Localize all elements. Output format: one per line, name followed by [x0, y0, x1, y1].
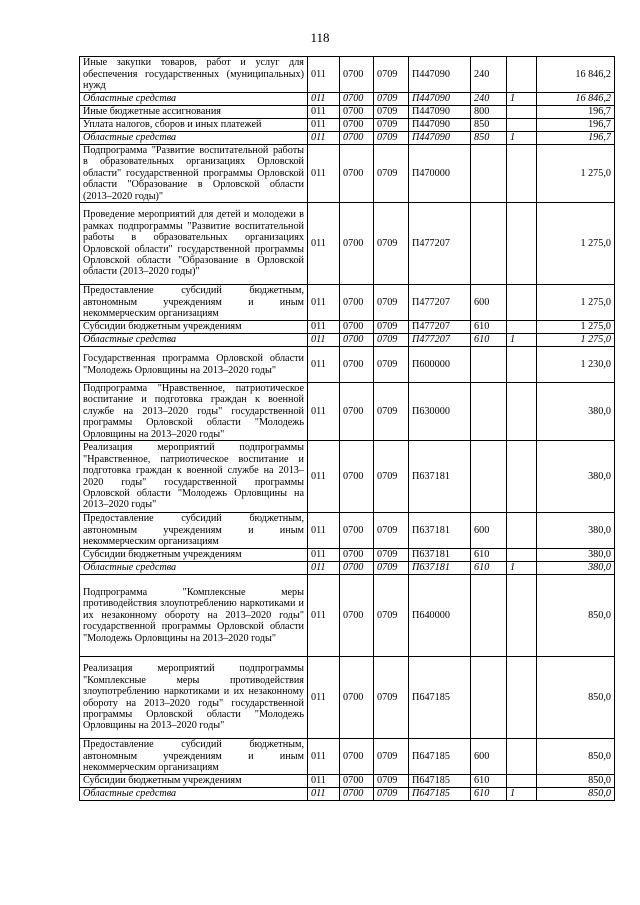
row-gr: 011 [308, 334, 340, 347]
row-name: Областные средства [80, 562, 308, 575]
row-ku [507, 285, 537, 321]
budget-table-body [80, 57, 615, 801]
row-pr: 0709 [374, 775, 409, 788]
row-name: Реализация мероприятий подпрограммы "Комплексные меры противодействия злоупотреблению наркотиками и их незаконному обороту на 2013–2020 годы" государственной программы Орловской области "Молодежь Орловщины на 2013–2020 годы" [80, 657, 308, 739]
table-row [80, 562, 615, 575]
row-rz: 0700 [340, 119, 374, 132]
row-ku [507, 321, 537, 334]
row-rz: 0700 [340, 383, 374, 441]
row-cs: П640000 [409, 575, 471, 657]
row-rz: 0700 [340, 775, 374, 788]
row-cs: П447090 [409, 57, 471, 93]
row-cs: П477207 [409, 285, 471, 321]
row-pr: 0709 [374, 575, 409, 657]
row-name: Иные бюджетные ассигнования [80, 106, 308, 119]
row-gr: 011 [308, 575, 340, 657]
row-rz: 0700 [340, 513, 374, 549]
table-row [80, 347, 615, 383]
table-row [80, 513, 615, 549]
row-gr: 011 [308, 145, 340, 203]
row-ku: 1 [507, 132, 537, 145]
row-ku [507, 441, 537, 513]
row-vr: 850 [471, 132, 507, 145]
row-ku [507, 106, 537, 119]
row-vr: 610 [471, 562, 507, 575]
row-sum: 16 846,2 [537, 93, 615, 106]
row-sum: 850,0 [537, 775, 615, 788]
row-ku [507, 57, 537, 93]
row-gr: 011 [308, 549, 340, 562]
row-rz: 0700 [340, 739, 374, 775]
row-cs: П447090 [409, 132, 471, 145]
row-rz: 0700 [340, 562, 374, 575]
row-cs: П647185 [409, 788, 471, 801]
row-cs: П637181 [409, 562, 471, 575]
row-pr: 0709 [374, 321, 409, 334]
table-row [80, 383, 615, 441]
row-sum: 1 230,0 [537, 347, 615, 383]
row-pr: 0709 [374, 145, 409, 203]
row-gr: 011 [308, 441, 340, 513]
row-name: Областные средства [80, 93, 308, 106]
row-gr: 011 [308, 321, 340, 334]
row-gr: 011 [308, 775, 340, 788]
row-ku [507, 575, 537, 657]
row-sum: 16 846,2 [537, 57, 615, 93]
row-name: Субсидии бюджетным учреждениям [80, 775, 308, 788]
row-vr: 800 [471, 106, 507, 119]
table-row [80, 106, 615, 119]
row-pr: 0709 [374, 203, 409, 285]
row-rz: 0700 [340, 549, 374, 562]
table-row [80, 575, 615, 657]
row-vr: 850 [471, 119, 507, 132]
row-name: Иные закупки товаров, работ и услуг для обеспечения государственных (муниципальных) нужд [80, 57, 308, 93]
row-sum: 1 275,0 [537, 145, 615, 203]
row-name: Предоставление субсидий бюджетным, автономным учреждениям и иным некоммерческим организациям [80, 513, 308, 549]
row-rz: 0700 [340, 575, 374, 657]
row-gr: 011 [308, 119, 340, 132]
row-sum: 1 275,0 [537, 321, 615, 334]
row-rz: 0700 [340, 321, 374, 334]
row-vr [471, 441, 507, 513]
row-gr: 011 [308, 132, 340, 145]
row-cs: П447090 [409, 119, 471, 132]
row-name: Подпрограмма "Развитие воспитательной работы в образовательных организациях Орловской области" государственной программы Орловской области "Образование в Орловской области (2013–2020 годы)" [80, 145, 308, 203]
row-gr: 011 [308, 788, 340, 801]
row-ku [507, 119, 537, 132]
row-cs: П637181 [409, 549, 471, 562]
row-name: Уплата налогов, сборов и иных платежей [80, 119, 308, 132]
row-pr: 0709 [374, 285, 409, 321]
row-vr: 610 [471, 321, 507, 334]
row-pr: 0709 [374, 562, 409, 575]
row-name: Субсидии бюджетным учреждениям [80, 321, 308, 334]
row-cs: П647185 [409, 775, 471, 788]
row-sum: 850,0 [537, 788, 615, 801]
row-cs: П470000 [409, 145, 471, 203]
row-gr: 011 [308, 347, 340, 383]
row-cs: П647185 [409, 657, 471, 739]
table-row [80, 321, 615, 334]
row-name: Областные средства [80, 132, 308, 145]
row-gr: 011 [308, 383, 340, 441]
row-vr: 600 [471, 739, 507, 775]
row-vr [471, 657, 507, 739]
row-sum: 380,0 [537, 513, 615, 549]
row-cs: П447090 [409, 106, 471, 119]
row-pr: 0709 [374, 513, 409, 549]
row-rz: 0700 [340, 57, 374, 93]
row-ku: 1 [507, 788, 537, 801]
row-ku [507, 347, 537, 383]
row-vr: 600 [471, 285, 507, 321]
row-rz: 0700 [340, 334, 374, 347]
table-row [80, 119, 615, 132]
row-rz: 0700 [340, 441, 374, 513]
row-ku: 1 [507, 562, 537, 575]
table-row [80, 775, 615, 788]
row-vr: 600 [471, 513, 507, 549]
row-pr: 0709 [374, 739, 409, 775]
row-pr: 0709 [374, 93, 409, 106]
row-sum: 196,7 [537, 106, 615, 119]
row-ku [507, 145, 537, 203]
row-vr: 610 [471, 334, 507, 347]
row-gr: 011 [308, 513, 340, 549]
row-pr: 0709 [374, 106, 409, 119]
row-cs: П477207 [409, 334, 471, 347]
table-row [80, 285, 615, 321]
table-row [80, 93, 615, 106]
row-rz: 0700 [340, 347, 374, 383]
row-cs: П637181 [409, 441, 471, 513]
row-vr: 610 [471, 549, 507, 562]
row-rz: 0700 [340, 93, 374, 106]
row-vr: 240 [471, 93, 507, 106]
table-row [80, 57, 615, 93]
row-rz: 0700 [340, 106, 374, 119]
row-vr [471, 145, 507, 203]
row-gr: 011 [308, 739, 340, 775]
row-name: Подпрограмма "Комплексные меры противодействия злоупотреблению наркотиками и их незаконному обороту на 2013–2020 годы" государственной программы Орловской области "Молодежь Орловщины на 2013–2020 годы" [80, 575, 308, 657]
row-rz: 0700 [340, 132, 374, 145]
table-row [80, 203, 615, 285]
row-ku: 1 [507, 93, 537, 106]
row-name: Проведение мероприятий для детей и молодежи в рамках подпрограммы "Развитие воспитательной работы в образовательных организациях Орловской области" государственной программы Орловской области "Образование в Орловской области (2013–2020 годы)" [80, 203, 308, 285]
row-vr: 610 [471, 788, 507, 801]
row-cs: П477207 [409, 203, 471, 285]
row-name: Предоставление субсидий бюджетным, автономным учреждениям и иным некоммерческим организациям [80, 739, 308, 775]
row-sum: 1 275,0 [537, 334, 615, 347]
row-sum: 380,0 [537, 441, 615, 513]
row-cs: П630000 [409, 383, 471, 441]
row-gr: 011 [308, 285, 340, 321]
row-gr: 011 [308, 562, 340, 575]
table-row [80, 549, 615, 562]
row-ku [507, 775, 537, 788]
row-rz: 0700 [340, 788, 374, 801]
row-vr [471, 575, 507, 657]
row-rz: 0700 [340, 657, 374, 739]
row-vr [471, 203, 507, 285]
table-row [80, 441, 615, 513]
row-sum: 196,7 [537, 119, 615, 132]
row-sum: 380,0 [537, 562, 615, 575]
table-row [80, 145, 615, 203]
table-row [80, 739, 615, 775]
row-sum: 380,0 [537, 383, 615, 441]
row-gr: 011 [308, 106, 340, 119]
row-pr: 0709 [374, 57, 409, 93]
row-ku [507, 383, 537, 441]
row-ku [507, 739, 537, 775]
row-rz: 0700 [340, 145, 374, 203]
row-sum: 850,0 [537, 739, 615, 775]
row-cs: П647185 [409, 739, 471, 775]
row-ku [507, 203, 537, 285]
row-ku: 1 [507, 334, 537, 347]
row-ku [507, 657, 537, 739]
row-name: Субсидии бюджетным учреждениям [80, 549, 308, 562]
row-sum: 196,7 [537, 132, 615, 145]
row-ku [507, 549, 537, 562]
row-name: Предоставление субсидий бюджетным, автономным учреждениям и иным некоммерческим организациям [80, 285, 308, 321]
row-name: Областные средства [80, 334, 308, 347]
row-cs: П447090 [409, 93, 471, 106]
table-row [80, 657, 615, 739]
row-vr: 610 [471, 775, 507, 788]
row-vr [471, 383, 507, 441]
row-name: Областные средства [80, 788, 308, 801]
table-row [80, 788, 615, 801]
row-pr: 0709 [374, 334, 409, 347]
budget-table [79, 56, 615, 801]
row-vr [471, 347, 507, 383]
row-pr: 0709 [374, 657, 409, 739]
row-gr: 011 [308, 57, 340, 93]
row-pr: 0709 [374, 132, 409, 145]
row-pr: 0709 [374, 383, 409, 441]
table-row [80, 132, 615, 145]
row-pr: 0709 [374, 347, 409, 383]
row-gr: 011 [308, 93, 340, 106]
row-cs: П600000 [409, 347, 471, 383]
row-ku [507, 513, 537, 549]
row-rz: 0700 [340, 285, 374, 321]
row-gr: 011 [308, 657, 340, 739]
row-pr: 0709 [374, 788, 409, 801]
row-rz: 0700 [340, 203, 374, 285]
row-sum: 1 275,0 [537, 285, 615, 321]
row-cs: П477207 [409, 321, 471, 334]
row-gr: 011 [308, 203, 340, 285]
table-row [80, 334, 615, 347]
row-vr: 240 [471, 57, 507, 93]
row-sum: 850,0 [537, 575, 615, 657]
page-number: 118 [310, 30, 330, 45]
row-sum: 1 275,0 [537, 203, 615, 285]
row-name: Государственная программа Орловской области "Молодежь Орловщины на 2013–2020 годы" [80, 347, 308, 383]
row-cs: П637181 [409, 513, 471, 549]
row-sum: 380,0 [537, 549, 615, 562]
row-pr: 0709 [374, 549, 409, 562]
row-pr: 0709 [374, 119, 409, 132]
row-name: Подпрограмма "Нравственное, патриотическое воспитание и подготовка граждан к военной службе на 2013–2020 годы" государственной программы Орловской области "Молодежь Орловщины на 2013–2020 годы" [80, 383, 308, 441]
row-pr: 0709 [374, 441, 409, 513]
row-name: Реализация мероприятий подпрограммы "Нравственное, патриотическое воспитание и подготовка граждан к военной службе на 2013–2020 годы" государственной программы Орловской области "Молодежь Орловщины на 2013–2020 годы" [80, 441, 308, 513]
row-sum: 850,0 [537, 657, 615, 739]
